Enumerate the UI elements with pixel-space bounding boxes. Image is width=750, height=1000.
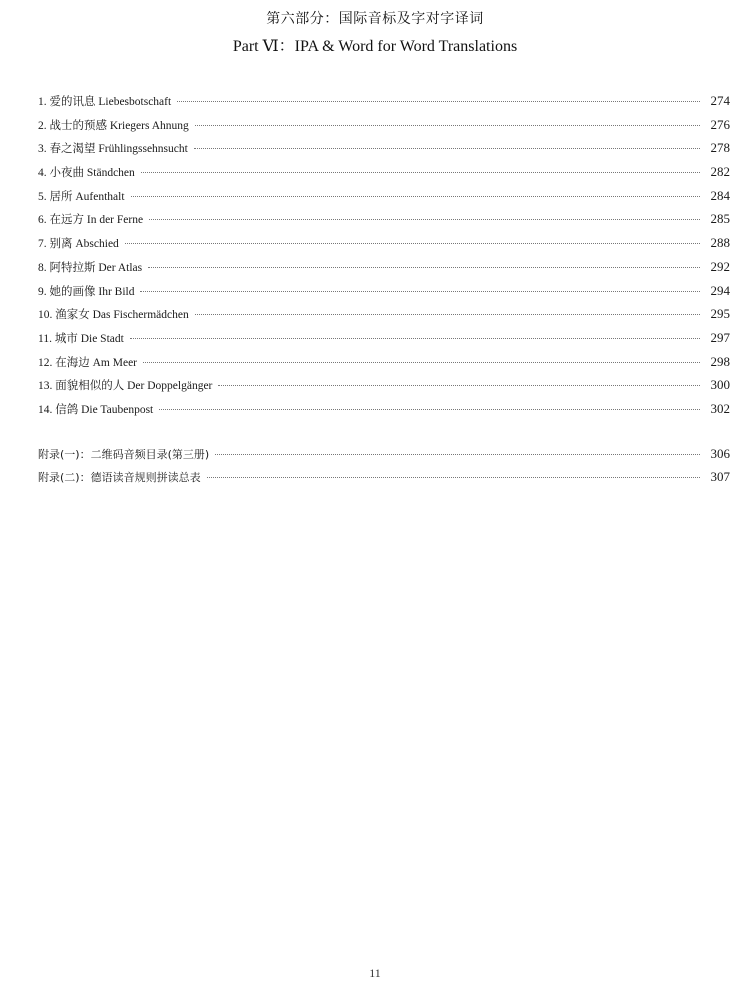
toc-entry-page: 300 — [710, 377, 730, 393]
toc-entry-page: 294 — [710, 282, 730, 298]
toc-entry[interactable] — [38, 161, 730, 185]
toc-entry[interactable] — [38, 303, 730, 327]
dot-leader — [143, 362, 700, 363]
dot-leader — [131, 196, 700, 197]
toc-entry[interactable] — [38, 114, 730, 138]
dot-leader — [215, 454, 700, 455]
toc-entry[interactable] — [38, 232, 730, 256]
section-title-english: Part Ⅵ：IPA & Word for Word Translations — [232, 38, 518, 55]
toc-entry-label: 6. 在远方 In der Ferne — [38, 214, 144, 227]
toc-entry-label: 14. 信鸽 Die Taubenpost — [38, 403, 154, 416]
appendix-entry-page: 306 — [710, 446, 730, 461]
dot-leader — [130, 338, 700, 339]
page-number: 11 — [369, 966, 381, 980]
dot-leader — [148, 267, 700, 268]
toc-entry[interactable] — [38, 256, 730, 280]
dot-leader — [159, 409, 700, 410]
section-title-chinese: 第六部分：国际音标及字对字译词 — [266, 11, 484, 27]
dot-leader — [194, 148, 700, 149]
toc-entry-label: 10. 渔家女 Das Fischermädchen — [38, 309, 189, 322]
dot-leader — [125, 243, 700, 244]
dot-leader — [195, 125, 700, 126]
toc-entry-label: 11. 城市 Die Stadt — [38, 332, 124, 345]
toc-entry-label: 12. 在海边 Am Meer — [38, 356, 138, 369]
dot-leader — [207, 477, 700, 478]
toc-entry[interactable] — [38, 137, 730, 161]
toc-entry-page: 295 — [710, 306, 730, 322]
toc-entry[interactable] — [38, 351, 730, 375]
dot-leader — [141, 172, 700, 173]
toc-entry-page: 298 — [710, 353, 730, 369]
table-of-contents — [38, 90, 730, 422]
toc-entry-page: 278 — [710, 140, 730, 156]
toc-entry-page: 284 — [710, 187, 730, 203]
toc-entry-page: 276 — [710, 116, 730, 132]
dot-leader — [195, 314, 700, 315]
toc-entry-label: 2. 战士的预感 Kriegers Ahnung — [38, 119, 189, 132]
toc-entry-page: 288 — [710, 235, 730, 251]
appendix-entry[interactable] — [38, 466, 730, 489]
dot-leader — [218, 385, 700, 386]
dot-leader — [140, 291, 700, 292]
toc-entry[interactable] — [38, 374, 730, 398]
appendix-list — [38, 443, 730, 489]
toc-entry-page: 297 — [710, 329, 730, 345]
page-header — [0, 8, 750, 58]
toc-entry[interactable] — [38, 185, 730, 209]
toc-entry-label: 3. 春之渴望 Frühlingssehnsucht — [38, 143, 188, 156]
appendix-entry-page: 307 — [710, 469, 730, 484]
toc-entry[interactable] — [38, 208, 730, 232]
toc-entry-label: 1. 爱的讯息 Liebesbotschaft — [38, 96, 172, 108]
appendix-entry[interactable] — [38, 443, 730, 466]
toc-entry-page: 302 — [710, 400, 730, 416]
dot-leader — [177, 101, 700, 102]
appendix-entry-label: 附录(一)：二维码音频目录(第三册) — [38, 448, 210, 461]
toc-entry[interactable] — [38, 327, 730, 351]
toc-entry-label: 4. 小夜曲 Ständchen — [38, 167, 135, 180]
dot-leader — [149, 219, 700, 220]
toc-entry-page: 274 — [710, 93, 730, 108]
toc-entry[interactable] — [38, 90, 730, 114]
toc-entry-label: 8. 阿特拉斯 Der Atlas — [38, 261, 143, 274]
toc-entry[interactable] — [38, 398, 730, 422]
toc-entry-page: 282 — [710, 164, 730, 180]
toc-entry-label: 5. 居所 Aufenthalt — [38, 190, 125, 203]
toc-entry[interactable] — [38, 280, 730, 304]
toc-entry-page: 285 — [710, 211, 730, 227]
toc-entry-label: 7. 别离 Abschied — [38, 238, 119, 251]
toc-entry-page: 292 — [710, 258, 730, 274]
toc-entry-label: 9. 她的画像 Ihr Bild — [38, 285, 135, 298]
appendix-entry-label: 附录(二)：德语读音规则拼读总表 — [38, 471, 201, 484]
toc-entry-label: 13. 面貌相似的人 Der Doppelgänger — [38, 380, 213, 393]
